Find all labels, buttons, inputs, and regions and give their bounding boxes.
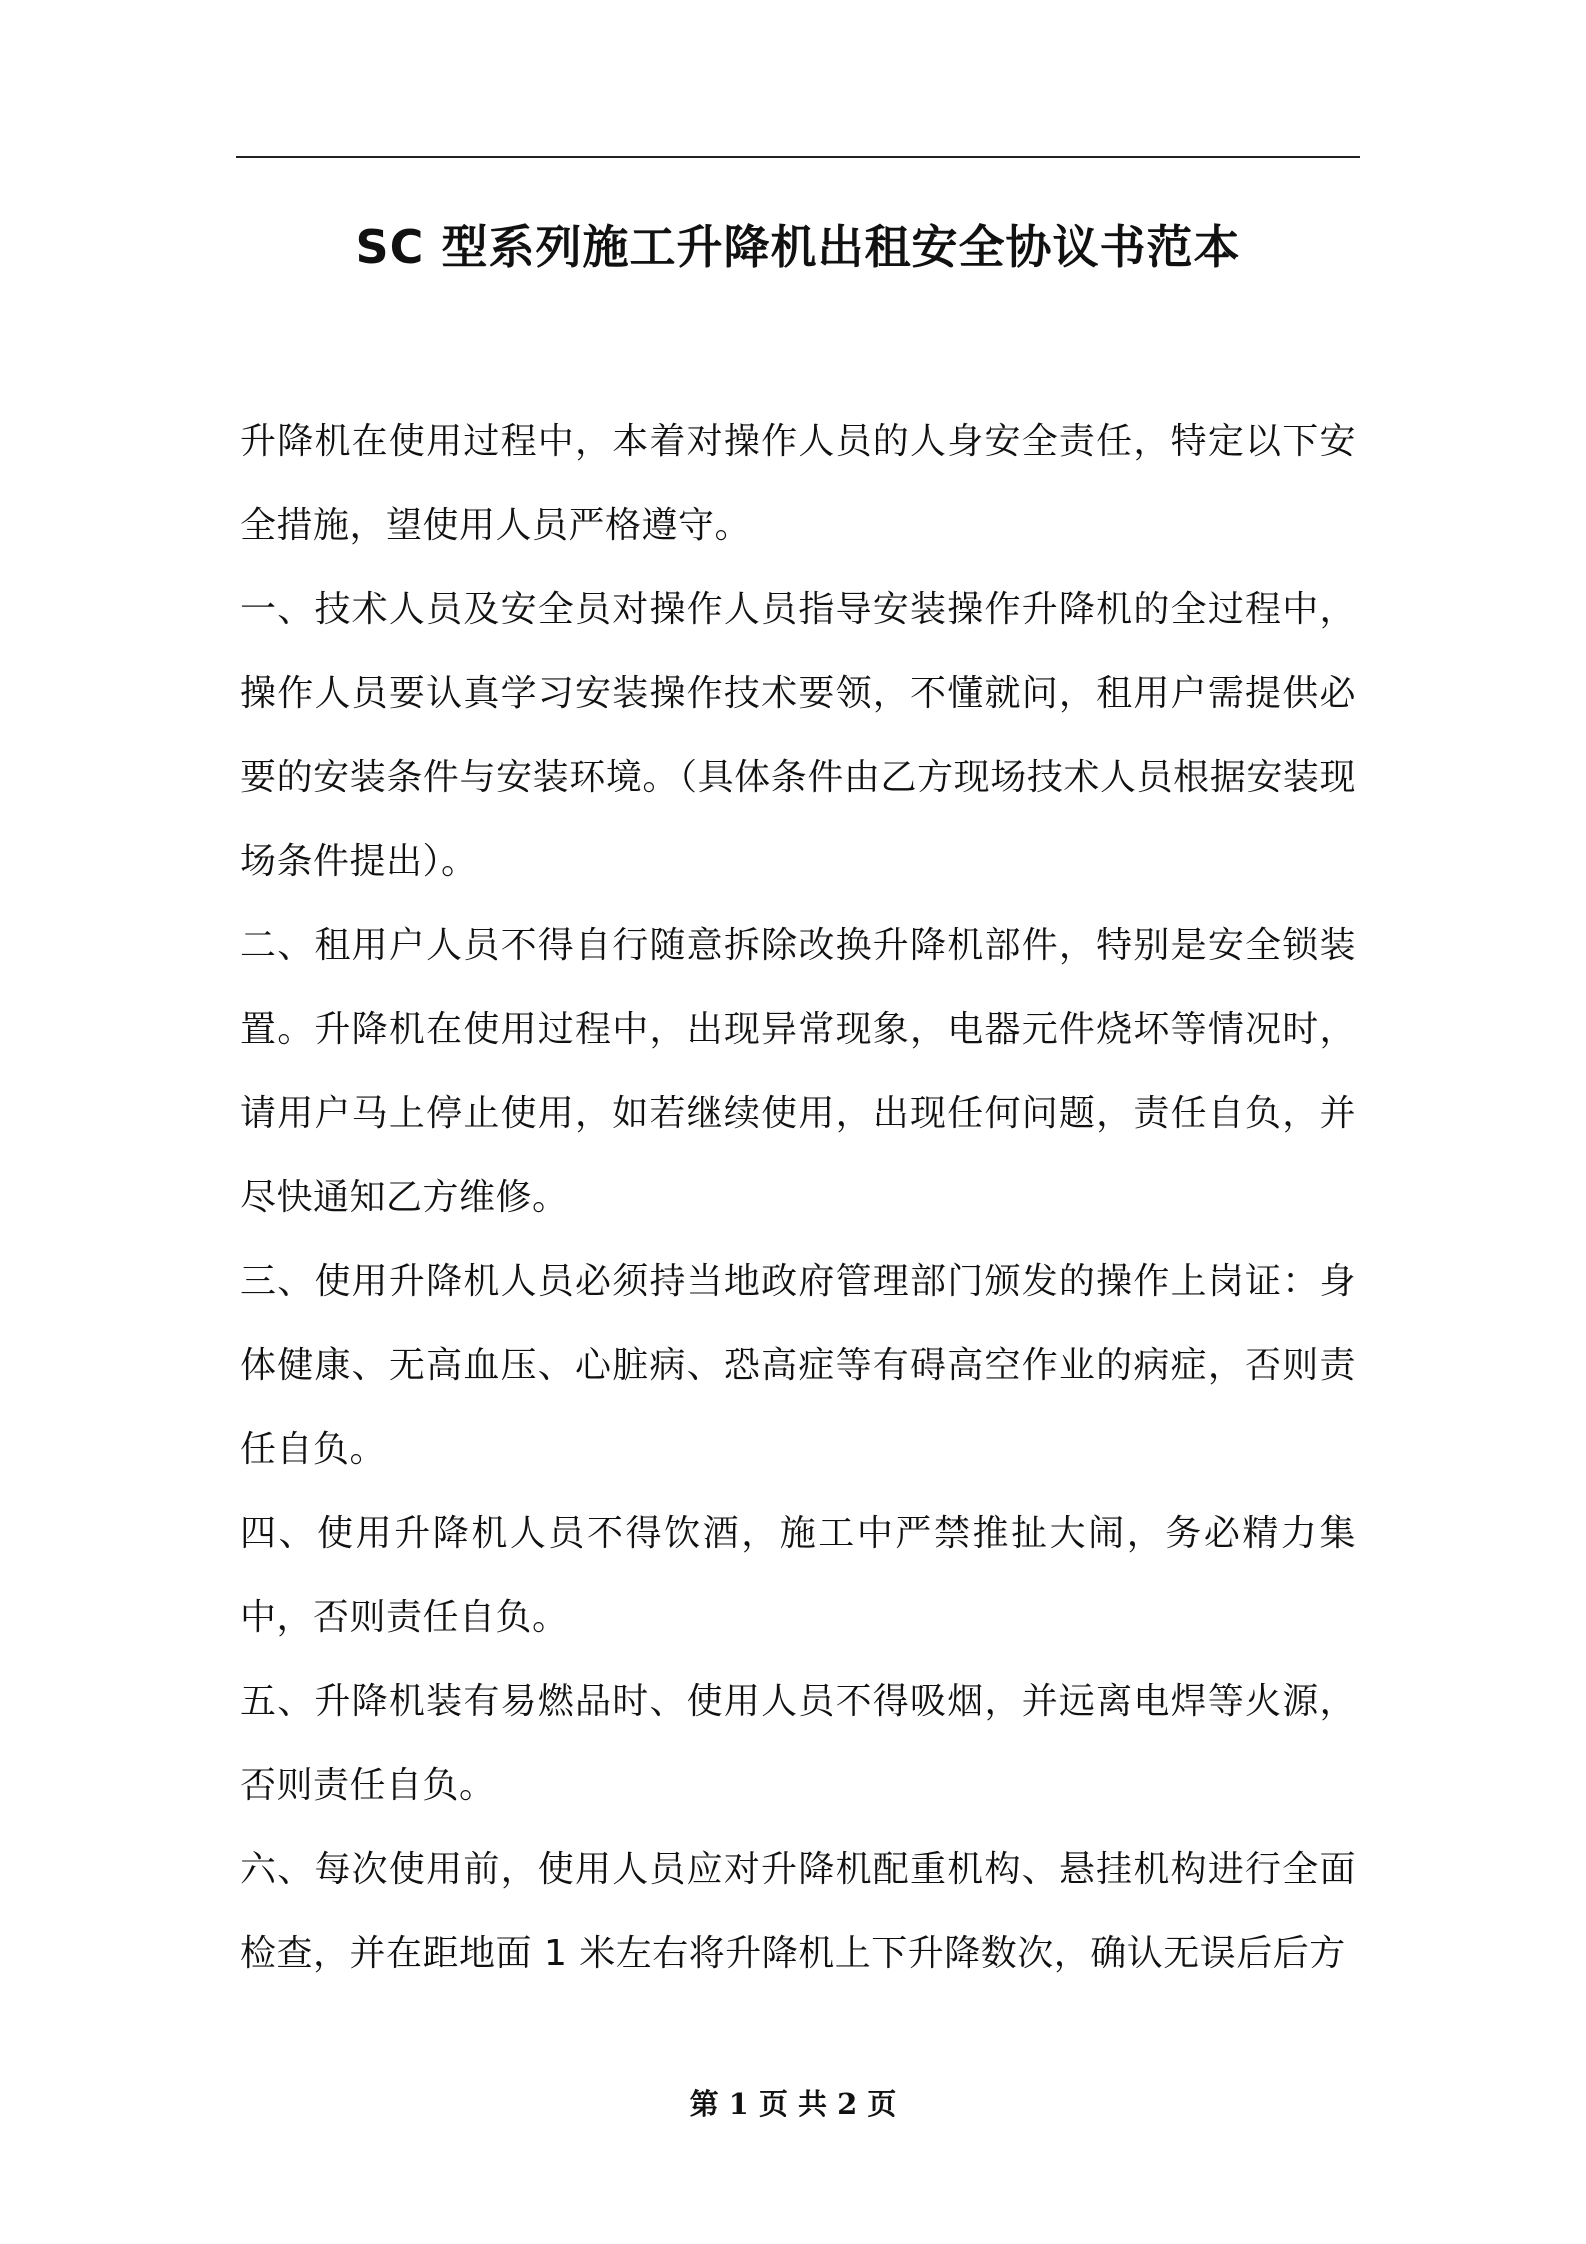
- clause-4-paragraph: 四、使用升降机人员不得饮酒，施工中严禁推扯大闹，务必精力集中，否则责任自负。: [240, 1513, 1356, 1638]
- clause-1-paragraph: 一、技术人员及安全员对操作人员指导安装操作升降机的全过程中，操作人员要认真学习安装操作技术要领，不懂就问，租用户需提供必要的安装条件与安装环境。（具体条件由乙方现场技术人员根据安装现场条件提出）。: [240, 589, 1356, 882]
- document-title: SC 型系列施工升降机出租安全协议书范本: [355, 220, 1241, 274]
- header-rule: [236, 156, 1360, 158]
- clause-2-paragraph: 二、租用户人员不得自行随意拆除改换升降机部件，特别是安全锁装置。升降机在使用过程中，出现异常现象，电器元件烧坏等情况时，请用户马上停止使用，如若继续使用，出现任何问题，责任自负，并尽快通知乙方维修。: [240, 925, 1356, 1218]
- clause-3-paragraph: 三、使用升降机人员必须持当地政府管理部门颁发的操作上岗证：身体健康、无高血压、心脏病、恐高症等有碍高空作业的病症，否则责任自负。: [240, 1261, 1356, 1470]
- document-body: [240, 400, 1356, 2040]
- clause-5-paragraph: 五、升降机装有易燃品时、使用人员不得吸烟，并远离电焊等火源，否则责任自负。: [240, 1681, 1356, 1806]
- clause-6-paragraph: 六、每次使用前，使用人员应对升降机配重机构、悬挂机构进行全面检查，并在距地面 1 米左右将升降机上下升降数次，确认无误后后方: [240, 1849, 1356, 1974]
- intro-paragraph: 升降机在使用过程中，本着对操作人员的人身安全责任，特定以下安全措施，望使用人员严格遵守。: [240, 421, 1356, 546]
- page-number-footer: 第 1 页 共 2 页: [689, 2087, 897, 2121]
